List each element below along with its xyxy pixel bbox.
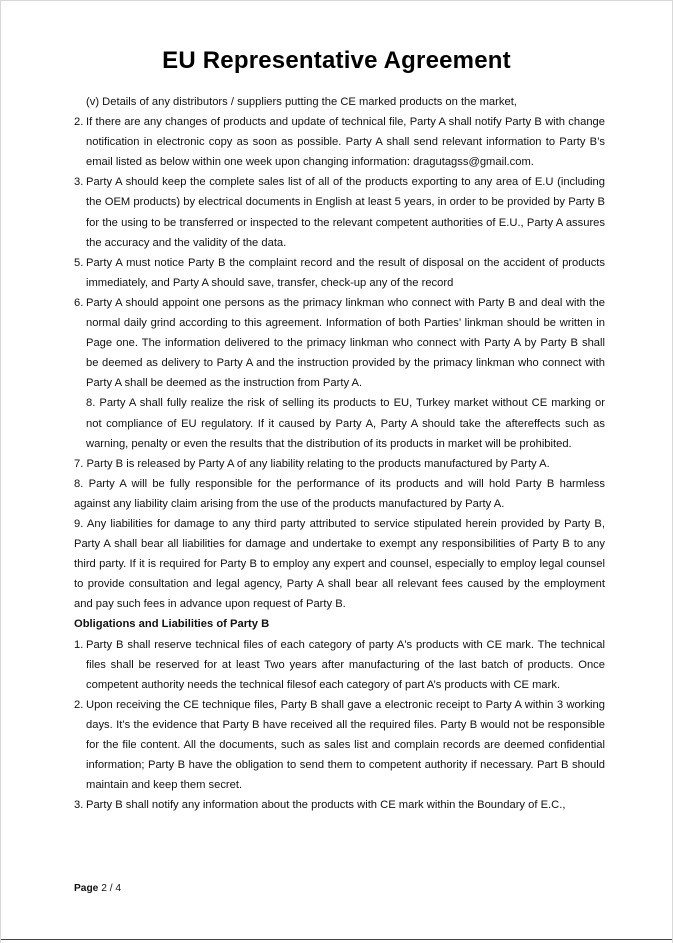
paragraph-9-third-party-damage [74,514,605,614]
page-bottom-divider [1,939,672,940]
party-b-item-1-technical-files [74,635,605,695]
paragraph-text: 8. Party A shall fully realize the risk of selling its products to EU, Turkey market without CE marking or not compliance of EU regulatory. If it caused by Party A, Party A should take the aftereffects such as warning, penalty or even the results that the distribution of its products in market will be prohibited. [86,397,605,450]
paragraph-text: Party A should keep the complete sales list of all of the products exporting to any area of E.U (including the OEM products) by electrical documents in English at least 5 years, in order to be provided by Party B for the using to be transferred or inspected to the relevant competent authorities of E.U., Party A assures the accuracy and the validity of the data. [86,176,605,249]
paragraph-text: Party B shall reserve technical files of each category of party A's products with CE mark. The technical files shall be reserved for at least Two years after manufacturing of the last batch of products. Once competent authority needs the technical filesof each category of part A’s products with CE mark. [86,638,605,691]
paragraph-number: 2. [74,116,84,129]
page-number: 2 / 4 [101,883,122,894]
paragraph-distributors-details [74,92,605,112]
paragraph-number: 6. [74,296,84,309]
paragraph-text: 7. Party B is released by Party A of any liability relating to the products manufactured by Party A. [74,457,550,470]
paragraph-8-risk-of-selling [74,393,605,453]
paragraph-3-sales-list [74,172,605,252]
paragraph-text: 8. Party A will be fully responsible for the performance of its products and will hold Party B harmless against any liability claim arising from the use of the products manufactured by Party A. [74,477,605,510]
paragraph-number: 5. [74,256,84,269]
paragraph-5-complaint-record [74,253,605,293]
document-body [74,92,605,815]
paragraph-number: 1. [74,638,84,651]
paragraph-text: Party A should appoint one persons as the primacy linkman who connect with Party B and deal with the normal daily grind according to this agreement. Information of both Parties’ linkman should be written in Page one. The information delivered to the primacy linkman who connect with Party A by Party B shall be deemed as delivery to Party A and the instruction provided by the primacy linkman who connect with Party A shall be deemed as the instruction from Party A. [86,296,605,390]
paragraph-number: 2. [74,698,84,711]
page-footer [74,883,121,894]
party-b-item-3-notify-information [74,795,605,815]
paragraph-number: 3. [74,176,84,189]
paragraph-text: If there are any changes of products and update of technical file, Party A shall notify Party B with change notification in electronic copy as soon as possible. Party A shall send relevant information to Party B’s email listed as below within one week upon changing information: dragutagss@gmail.com. [86,116,605,169]
paragraph-number: 3. [74,799,84,812]
paragraph-text: Upon receiving the CE technique files, Party B shall gave a electronic receipt to Party A within 3 working days. It’s the evidence that Party B have received all the required files. Party B would not be responsible for the file content. All the documents, such as sales list and complain records are deemed confidential information; Party B have the obligation to send them to competent authority if necessary. Part B should maintain and keep them secret. [86,698,605,792]
document-title: EU Representative Agreement [162,47,511,74]
section-heading-party-b: Obligations and Liabilities of Party B [74,618,270,631]
party-b-item-2-electronic-receipt [74,695,605,795]
paragraph-text: 9. Any liabilities for damage to any third party attributed to service stipulated herein provided by Party B, Party A shall bear all liabilities for damage and undertake to exempt any responsibilities of Party B to any third party. If it is required for Party B to employ any expert and counsel, especially to employ legal counsel to provide consultation and legal agency, Party A shall bear all relevant fees caused by the employment and pay such fees in advance upon request of Party B. [74,517,605,611]
paragraph-6-primacy-linkman [74,293,605,393]
paragraph-text: (v) Details of any distributors / suppliers putting the CE marked products on the market, [86,96,517,108]
paragraph-7-liability-release [74,454,605,474]
paragraph-text: Party A must notice Party B the complaint record and the result of disposal on the accident of products immediately, and Party A should save, transfer, check-up any of the record [86,256,605,289]
page-label: Page [74,883,99,894]
paragraph-2-changes-notification [74,112,605,172]
paragraph-text: Party B shall notify any information about the products with CE mark within the Boundary of E.C., [86,799,566,812]
paragraph-8-performance-responsibility [74,474,605,514]
